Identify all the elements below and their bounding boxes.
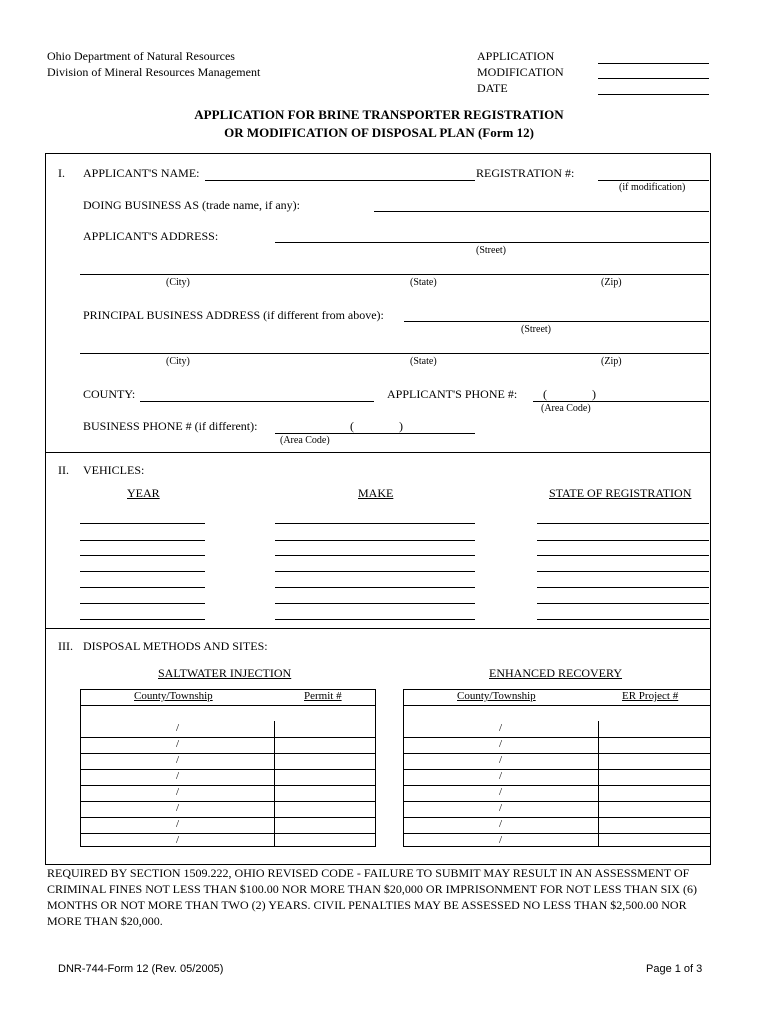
enhanced-row-slash[interactable]: / bbox=[499, 770, 503, 782]
dba-field[interactable] bbox=[374, 211, 709, 212]
section1-numeral: I. bbox=[58, 166, 65, 180]
phone-paren-close: ) bbox=[592, 387, 596, 401]
date-field-line[interactable] bbox=[598, 94, 709, 95]
business-phone-label: BUSINESS PHONE # (if different): bbox=[83, 419, 258, 433]
vehicle-make-field[interactable] bbox=[275, 555, 475, 556]
application-checkbox-line[interactable] bbox=[598, 63, 709, 64]
make-column-header: MAKE bbox=[358, 486, 394, 500]
saltwater-row-line bbox=[80, 769, 375, 770]
vehicle-state-field[interactable] bbox=[537, 555, 709, 556]
enhanced-row-slash[interactable]: / bbox=[499, 786, 503, 798]
phone-paren-open: ( bbox=[543, 387, 547, 401]
page-number: Page 1 of 3 bbox=[646, 963, 703, 975]
bphone-paren-open: ( bbox=[350, 419, 354, 433]
address-label: APPLICANT'S ADDRESS: bbox=[83, 229, 219, 243]
saltwater-row-slash[interactable]: / bbox=[176, 834, 180, 846]
saltwater-row-line bbox=[80, 801, 375, 802]
enhanced-header-separator bbox=[403, 705, 710, 706]
saltwater-row-line bbox=[80, 785, 375, 786]
registration-field[interactable] bbox=[598, 180, 709, 181]
county-label: COUNTY: bbox=[83, 387, 136, 401]
agency-name: Ohio Department of Natural Resources bbox=[47, 49, 235, 63]
enhanced-row-line bbox=[403, 833, 710, 834]
status-application-label: APPLICATION bbox=[477, 49, 555, 63]
business-phone-field[interactable] bbox=[275, 433, 475, 434]
zip-caption-2: (Zip) bbox=[601, 356, 622, 367]
if-modification-note: (if modification) bbox=[619, 182, 686, 193]
vehicle-year-field[interactable] bbox=[80, 619, 205, 620]
enhanced-row-slash[interactable]: / bbox=[499, 818, 503, 830]
form-id: DNR-744-Form 12 (Rev. 05/2005) bbox=[58, 963, 224, 975]
saltwater-row-line bbox=[80, 817, 375, 818]
saltwater-column-divider bbox=[274, 721, 275, 846]
vehicle-make-field[interactable] bbox=[275, 603, 475, 604]
left-county-township-header: County/Township bbox=[134, 690, 213, 702]
saltwater-injection-table bbox=[80, 689, 376, 847]
principal-address-label: PRINCIPAL BUSINESS ADDRESS (if different from above): bbox=[83, 308, 384, 322]
modification-checkbox-line[interactable] bbox=[598, 78, 709, 79]
enhanced-recovery-heading: ENHANCED RECOVERY bbox=[489, 666, 623, 680]
vehicle-state-field[interactable] bbox=[537, 619, 709, 620]
saltwater-row-slash[interactable]: / bbox=[176, 770, 180, 782]
legal-warning: REQUIRED BY SECTION 1509.222, OHIO REVISED CODE - FAILURE TO SUBMIT MAY RESULT IN AN ASSESSMENT OF CRIMINAL FINES NOT LESS THAN $100.00 NOR MORE THAN $20,000 OR IMPRISONMENT FOR NOT LESS THAN SIX (6) MONTHS OR NOT MORE THAN TWO (2) YEARS. CIVIL PENALTIES MAY BE ASSESSED NO LESS THAN $2,500.00 NOR MORE THAN $20,000. bbox=[47, 866, 697, 928]
vehicle-year-field[interactable] bbox=[80, 587, 205, 588]
state-caption-2: (State) bbox=[410, 356, 437, 367]
principal-street-field[interactable] bbox=[404, 321, 709, 322]
enhanced-row-slash[interactable]: / bbox=[499, 738, 503, 750]
vehicle-year-field[interactable] bbox=[80, 571, 205, 572]
vehicle-make-field[interactable] bbox=[275, 540, 475, 541]
enhanced-row-line bbox=[403, 801, 710, 802]
enhanced-column-divider bbox=[598, 721, 599, 846]
street-caption: (Street) bbox=[476, 245, 506, 256]
vehicle-make-field[interactable] bbox=[275, 619, 475, 620]
state-of-registration-header: STATE OF REGISTRATION bbox=[549, 486, 692, 500]
enhanced-row-line bbox=[403, 785, 710, 786]
area-code-caption-2: (Area Code) bbox=[280, 435, 330, 446]
vehicle-year-field[interactable] bbox=[80, 523, 205, 524]
vehicle-state-field[interactable] bbox=[537, 523, 709, 524]
saltwater-injection-heading: SALTWATER INJECTION bbox=[158, 666, 292, 680]
city-caption-2: (City) bbox=[166, 356, 190, 367]
vehicle-year-field[interactable] bbox=[80, 555, 205, 556]
enhanced-row-line bbox=[403, 753, 710, 754]
status-modification-label: MODIFICATION bbox=[477, 65, 564, 79]
vehicle-state-field[interactable] bbox=[537, 571, 709, 572]
enhanced-row-slash[interactable]: / bbox=[499, 722, 503, 734]
bphone-paren-close: ) bbox=[399, 419, 403, 433]
enhanced-row-line bbox=[403, 817, 710, 818]
address-street-field[interactable] bbox=[275, 242, 709, 243]
saltwater-row-line bbox=[80, 833, 375, 834]
dba-label: DOING BUSINESS AS (trade name, if any): bbox=[83, 198, 300, 212]
vehicle-state-field[interactable] bbox=[537, 540, 709, 541]
applicant-name-field[interactable] bbox=[205, 180, 475, 181]
saltwater-header-separator bbox=[80, 705, 375, 706]
vehicle-state-field[interactable] bbox=[537, 587, 709, 588]
vehicle-make-field[interactable] bbox=[275, 523, 475, 524]
saltwater-row-line bbox=[80, 753, 375, 754]
street-caption-2: (Street) bbox=[521, 324, 551, 335]
applicant-name-label: APPLICANT'S NAME: bbox=[83, 166, 200, 180]
applicant-phone-label: APPLICANT'S PHONE #: bbox=[387, 387, 518, 401]
section-divider-2 bbox=[45, 628, 710, 629]
right-county-township-header: County/Township bbox=[457, 690, 536, 702]
vehicles-label: VEHICLES: bbox=[83, 463, 145, 477]
vehicle-state-field[interactable] bbox=[537, 603, 709, 604]
disposal-label: DISPOSAL METHODS AND SITES: bbox=[83, 639, 268, 653]
enhanced-row-line bbox=[403, 737, 710, 738]
vehicle-year-field[interactable] bbox=[80, 603, 205, 604]
county-field[interactable] bbox=[140, 401, 374, 402]
enhanced-recovery-table bbox=[403, 689, 711, 847]
saltwater-row-line bbox=[80, 737, 375, 738]
saltwater-row-slash[interactable]: / bbox=[176, 818, 180, 830]
city-caption: (City) bbox=[166, 277, 190, 288]
enhanced-row-slash[interactable]: / bbox=[499, 802, 503, 814]
section2-numeral: II. bbox=[58, 463, 69, 477]
principal-city-state-zip-field[interactable] bbox=[80, 353, 709, 354]
enhanced-row-line bbox=[403, 769, 710, 770]
registration-label: REGISTRATION #: bbox=[476, 166, 575, 180]
saltwater-row-slash[interactable]: / bbox=[176, 802, 180, 814]
applicant-phone-field[interactable] bbox=[533, 401, 709, 402]
division-name: Division of Mineral Resources Management bbox=[47, 65, 261, 79]
status-date-label: DATE bbox=[477, 81, 508, 95]
zip-caption: (Zip) bbox=[601, 277, 622, 288]
state-caption: (State) bbox=[410, 277, 437, 288]
section-divider-1 bbox=[45, 452, 710, 453]
saltwater-row-slash[interactable]: / bbox=[176, 722, 180, 734]
enhanced-row-slash[interactable]: / bbox=[499, 834, 503, 846]
saltwater-row-slash[interactable]: / bbox=[176, 754, 180, 766]
section3-numeral: III. bbox=[58, 639, 73, 653]
saltwater-row-slash[interactable]: / bbox=[176, 738, 180, 750]
address-city-state-zip-field[interactable] bbox=[80, 274, 709, 275]
vehicle-make-field[interactable] bbox=[275, 587, 475, 588]
vehicle-make-field[interactable] bbox=[275, 571, 475, 572]
area-code-caption: (Area Code) bbox=[541, 403, 591, 414]
right-er-project-header: ER Project # bbox=[622, 690, 679, 702]
year-column-header: YEAR bbox=[127, 486, 160, 500]
left-permit-header: Permit # bbox=[304, 690, 342, 702]
form-title-line1: APPLICATION FOR BRINE TRANSPORTER REGISTRATION bbox=[194, 107, 564, 122]
form-title-line2: OR MODIFICATION OF DISPOSAL PLAN (Form 12) bbox=[224, 125, 534, 140]
vehicle-year-field[interactable] bbox=[80, 540, 205, 541]
enhanced-row-slash[interactable]: / bbox=[499, 754, 503, 766]
saltwater-row-slash[interactable]: / bbox=[176, 786, 180, 798]
